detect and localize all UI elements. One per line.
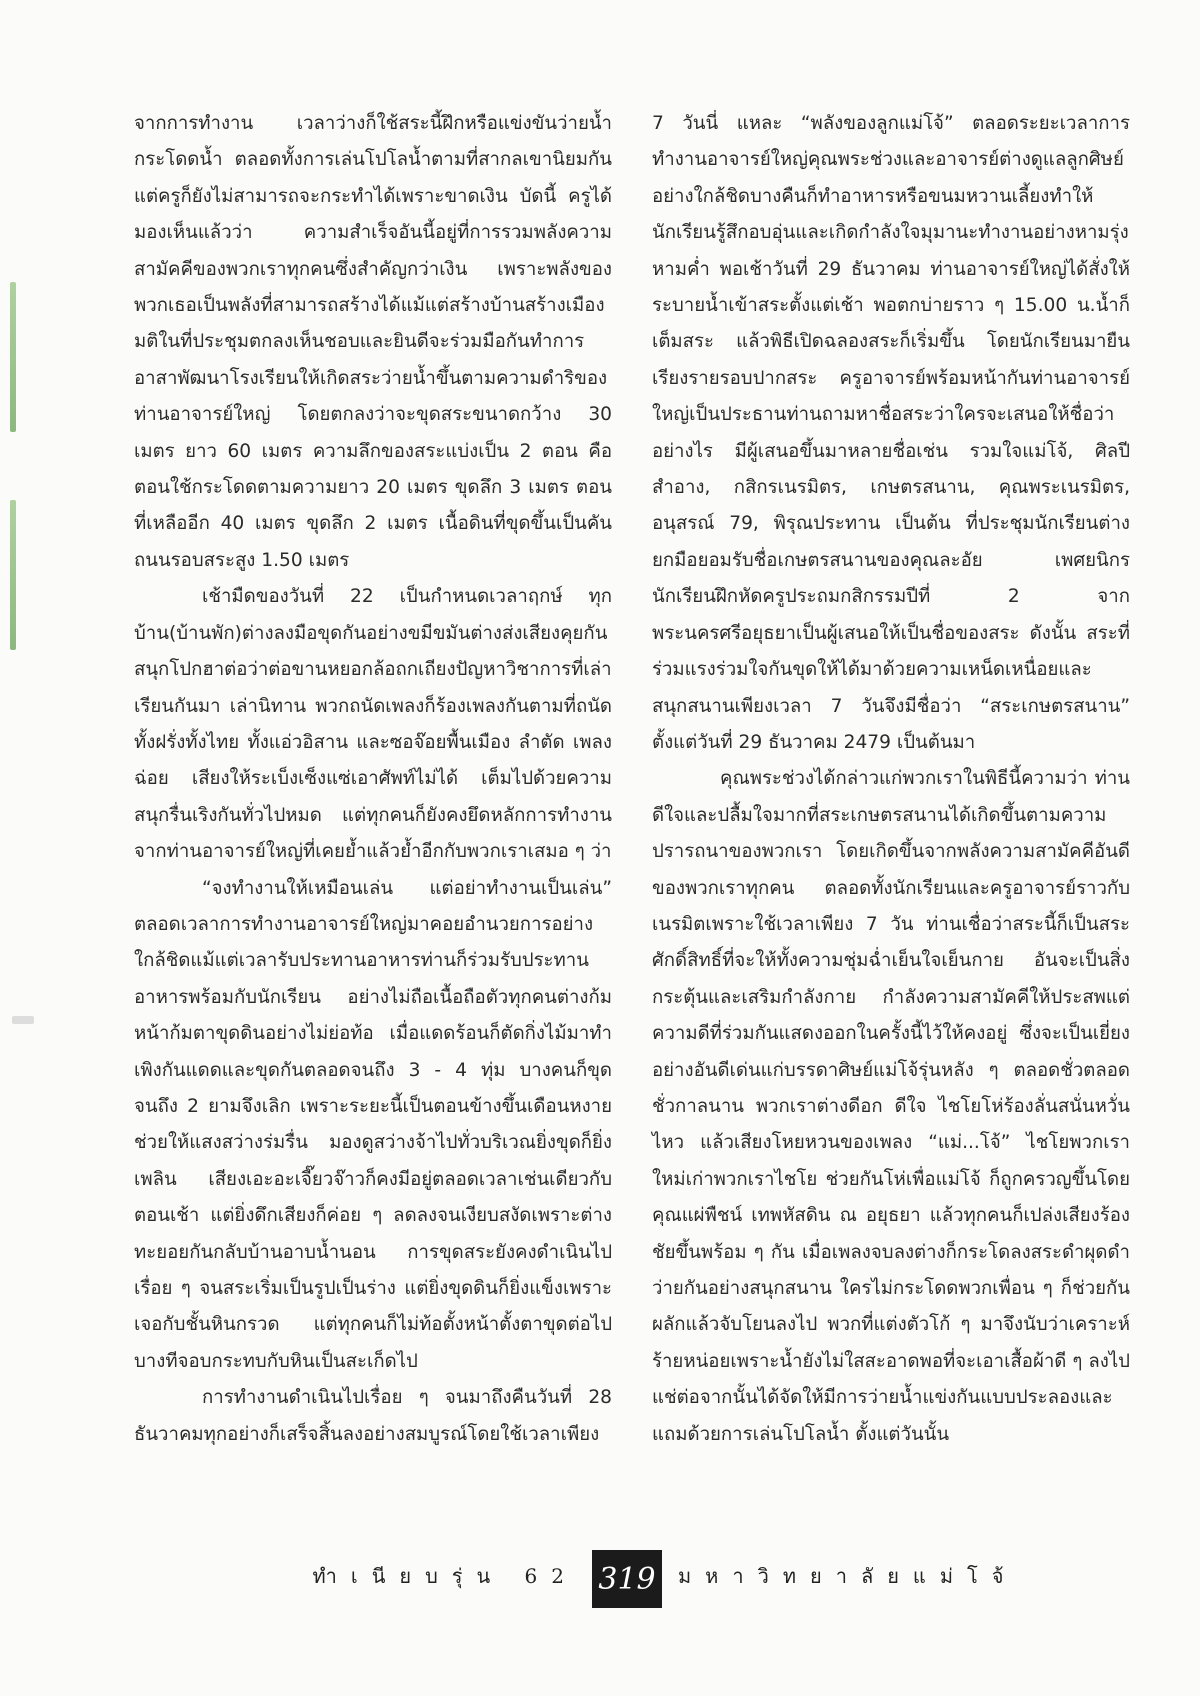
- scan-mark-upper: [10, 282, 16, 432]
- scan-mark-middle: [10, 500, 16, 650]
- footer-university-name: มหาวิทยาลัยแม่โจ้: [678, 1564, 1018, 1588]
- page-footer: [0, 1550, 1200, 1620]
- left-paragraph-2: เช้ามืดของวันที่ 22 เป็นกำหนดเวลาฤกษ์ ทุกบ้าน(บ้านพัก)ต่างลงมือขุดกันอย่างขมีขมันต่างส่งเสียงคุยกันสนุกโปกฮาต่อว่าต่อขานหยอกล้อถกเถียงปัญหาวิชาการที่เล่าเรียนกันมา เล่านิทาน พวกถนัดเพลงก็ร้องเพลงกันตามที่ถนัด ทั้งฝรั่งทั้งไทย ทั้งแอ่วอิสาน และซอจ๊อยพื้นเมือง ลำตัด เพลงฉ่อย เสียงให้ระเบ็งเซ็งแซ่เอาศัพท์ไม่ได้ เต็มไปด้วยความสนุกรื่นเริงกันทั่วไปหมด แต่ทุกคนก็ยังคงยึดหลักการทำงานจากท่านอาจารย์ใหญ่ที่เคยย้ำแล้วย้ำอีกกับพวกเราเสมอ ๆ ว่า: [134, 586, 612, 863]
- right-paragraph-2: คุณพระช่วงได้กล่าวแก่พวกเราในพิธีนี้ความว่า ท่านดีใจและปลื้มใจมากที่สระเกษตรสนานได้เกิดขึ้นตามความปรารถนาของพวกเรา โดยเกิดขึ้นจากพลังความสามัคคีอันดีของพวกเราทุกคน ตลอดทั้งนักเรียนและครูอาจารย์ราวกับเนรมิตเพราะใช้เวลาเพียง 7 วัน ท่านเชื่อว่าสระนี้ก็เป็นสระศักดิ์สิทธิ์ที่จะให้ทั้งความชุ่มฉ่ำเย็นใจเย็นกาย อันจะเป็นสิ่งกระตุ้นและเสริมกำลังกาย กำลังความสามัคคีให้ประสพแต่ความดีที่ร่วมกันแสดงออกในครั้งนี้ไว้ให้คงอยู่ ซึ่งจะเป็นเยี่ยงอย่างอันดีเด่นแก่บรรดาศิษย์แม่โจ้รุ่นหลัง ๆ ตลอดชั่วตลอดชั่วกาลนาน พวกเราต่างดีอก ดีใจ ไชโยโห่ร้องลั่นสนั่นหวั่นไหว แล้วเสียงโหยหวนของเพลง “แม่...โจ้” ไชโยพวกเรา ใหม่เก่าพวกเราไชโย ช่วยกันโห่เพื่อแม่โจ้ ก็ถูกครวญขึ้นโดย คุณแผ่พืชน์ เทพหัสดิน ณ อยุธยา แล้วทุกคนก็เปล่งเสียงร้องชัยขึ้นพร้อม ๆ กัน เมื่อเพลงจบลงต่างก็กระโดลงสระดำผุดดำว่ายกันอย่างสนุกสนาน ใครไม่กระโดดพวกเพื่อน ๆ ก็ช่วยกันผลักแล้วจับโยนลงไป พวกที่แต่งตัวโก้ ๆ มาจึงนับว่าเคราะห์ร้ายหน่อยเพราะน้ำยังไม่ใสสะอาดพอที่จะเอาเสื้อผ้าดี ๆ ลงไปแช่ต่อจากนั้นได้จัดให้มีการว่ายน้ำแข่งกันแบบประลองและแถมด้วยการเล่นโปโลน้ำ ตั้งแต่วันนั้น: [652, 768, 1130, 1445]
- left-paragraph-4: การทำงานดำเนินไปเรื่อย ๆ จนมาถึงคืนวันที่ 28 ธันวาคมทุกอย่างก็เสร็จสิ้นลงอย่างสมบูรณ์โดยใช้เวลาเพียง: [134, 1387, 612, 1445]
- right-column: [652, 106, 1130, 1453]
- footer-publication-title: ทำเนียบรุ่น 62: [312, 1564, 578, 1588]
- page-number: 319: [592, 1550, 662, 1608]
- left-paragraph-3: “จงทำงานให้เหมือนเล่น แต่อย่าทำงานเป็นเล่น” ตลอดเวลาการทำงานอาจารย์ใหญ่มาคอยอำนวยการอย่างใกล้ชิดแม้แต่เวลารับประทานอาหารท่านก็ร่วมรับประทานอาหารพร้อมกับนักเรียน อย่างไม่ถือเนื้อถือตัวทุกคนต่างก้มหน้าก้มตาขุดดินอย่างไม่ย่อท้อ เมื่อแดดร้อนก็ตัดกิ่งไม้มาทำเพิงกันแดดและขุดกันตลอดจนถึง 3 - 4 ทุ่ม บางคนก็ขุดจนถึง 2 ยามจึงเลิก เพราะระยะนี้เป็นตอนข้างขึ้นเดือนหงายช่วยให้แสงสว่างร่มรื่น มองดูสว่างจ้าไปทั่วบริเวณยิ่งขุดก็ยิ่งเพลิน เสียงเอะอะเจี๊ยวจ๊าวก็คงมีอยู่ตลอดเวลาเช่นเดียวกับตอนเช้า แต่ยิ่งดึกเสียงก็ค่อย ๆ ลดลงจนเงียบสงัดเพราะต่างทะยอยกันกลับบ้านอาบน้ำนอน การขุดสระยังคงดำเนินไปเรื่อย ๆ จนสระเริ่มเป็นรูปเป็นร่าง แต่ยิ่งขุดดินก็ยิ่งแข็งเพราะเจอกับชั้นหินกรวด แต่ทุกคนก็ไม่ท้อตั้งหน้าตั้งตาขุดต่อไป บางทีจอบกระทบกับหินเป็นสะเก็ดไป: [134, 877, 612, 1372]
- left-paragraph-1: จากการทำงาน เวลาว่างก็ใช้สระนี้ฝึกหรือแข่งขันว่ายน้ำ กระโดดน้ำ ตลอดทั้งการเล่นโปโลน้ำตามที่สากลเขานิยมกัน แต่ครูก็ยังไม่สามารถจะกระทำได้เพราะขาดเงิน บัดนี้ ครูได้มองเห็นแล้วว่า ความสำเร็จอันนี้อยู่ที่การรวมพลังความสามัคคีของพวกเราทุกคนซึ่งสำคัญกว่าเงิน เพราะพลังของพวกเธอเป็นพลังที่สามารถสร้างได้แม้แต่สร้างบ้านสร้างเมือง มติในที่ประชุมตกลงเห็นชอบและยินดีจะร่วมมือกันทำการอาสาพัฒนาโรงเรียนให้เกิดสระว่ายน้ำขึ้นตามความดำริของท่านอาจารย์ใหญ่ โดยตกลงว่าจะขุดสระขนาดกว้าง 30 เมตร ยาว 60 เมตร ความลึกของสระแบ่งเป็น 2 ตอน คือตอนใช้กระโดดตามความยาว 20 เมตร ขุดลึก 3 เมตร ตอนที่เหลืออีก 40 เมตร ขุดลึก 2 เมตร เนื้อดินที่ขุดขึ้นเป็นคันถนนรอบสระสูง 1.50 เมตร: [134, 113, 612, 571]
- scan-mark-lower: [12, 1016, 34, 1024]
- left-column: [134, 106, 612, 1453]
- right-paragraph-1: 7 วันนี่ แหละ “พลังของลูกแม่โจ้” ตลอดระยะเวลาการทำงานอาจารย์ใหญ่คุณพระช่วงและอาจารย์ต่างดูแลลูกศิษย์อย่างใกล้ชิดบางคืนก็ทำอาหารหรือขนมหวานเลี้ยงทำให้นักเรียนรู้สึกอบอุ่นและเกิดกำลังใจมุมานะทำงานอย่างหามรุ่งหามค่ำ พอเช้าวันที่ 29 ธันวาคม ท่านอาจารย์ใหญ่ได้สั่งให้ระบายน้ำเข้าสระตั้งแต่เช้า พอตกบ่ายราว ๆ 15.00 น.น้ำก็เต็มสระ แล้วพิธีเปิดฉลองสระก็เริ่มขึ้น โดยนักเรียนมายืนเรียงรายรอบปากสระ ครูอาจารย์พร้อมหน้ากันท่านอาจารย์ใหญ่เป็นประธานท่านถามหาชื่อสระว่าใครจะเสนอให้ชื่อว่าอย่างไร มีผู้เสนอขึ้นมาหลายชื่อเช่น รวมใจแม่โจ้, ศิลปีสำอาง, กสิกรเนรมิตร, เกษตรสนาน, คุณพระเนรมิตร, อนุสรณ์ 79, พิรุณประทาน เป็นต้น ที่ประชุมนักเรียนต่างยกมือยอมรับชื่อเกษตรสนานของคุณละอัย เพศยนิกร นักเรียนฝึกหัดครูประถมกสิกรรมปีที่ 2 จากพระนครศรีอยุธยาเป็นผู้เสนอให้เป็นชื่อของสระ ดังนั้น สระที่ร่วมแรงร่วมใจกันขุดให้ได้มาด้วยความเหน็ดเหนื่อยและสนุกสนานเพียงเวลา 7 วันจึงมีชื่อว่า “สระเกษตรสนาน” ตั้งแต่วันที่ 29 ธันวาคม 2479 เป็นต้นมา: [652, 113, 1130, 753]
